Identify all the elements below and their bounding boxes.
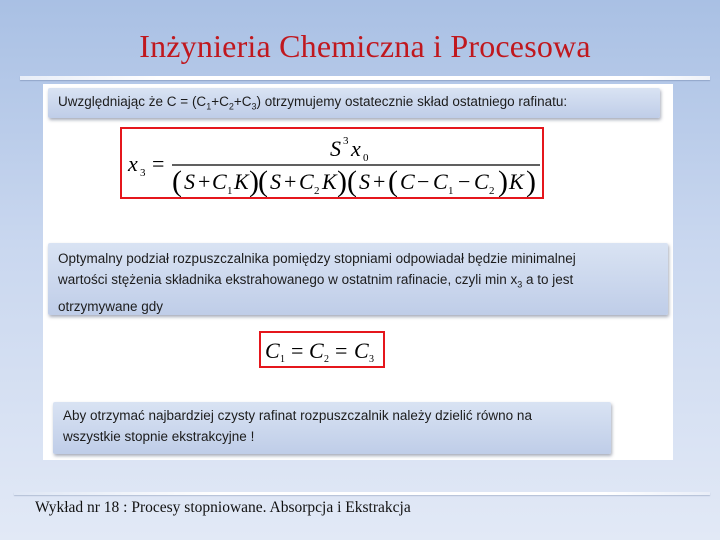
paren-open-4: ( [388,165,398,197]
eq-c2: C [309,338,324,363]
note-intro-sub2: 2 [228,101,234,112]
paren-close-4: ) [498,165,508,197]
paren-open-2: ( [258,165,268,197]
note-conclusion-line1: Aby otrzymać najbardziej czysty rafinat rozpuszczalnik należy dzielić równo na [63,408,532,423]
formula-num-exp: 3 [343,135,349,147]
den-c5-sub: 2 [489,185,495,197]
formula-denominator [172,165,536,197]
note-conclusion [53,402,611,454]
note-optimal-line3: otrzymywane gdy [58,298,164,314]
equality-formula-svg [261,333,383,366]
den-c5: C [474,169,489,194]
note-intro-text2: +C [211,94,229,109]
note-conclusion-line2: wszystkie stopnie ekstrakcyjne ! [63,429,255,444]
note-intro-text: Uwzględniając że C = (C [58,94,207,109]
raffinate-formula [120,127,544,199]
den-s3: S [359,169,370,194]
note-intro-text3: +C [233,94,252,109]
note-optimal-line1: Optymalny podział rozpuszczalnika pomiędzy stopniami odpowiadał będzie minimalnej [58,251,576,266]
eq-sign2: = [335,338,348,363]
den-plus3: + [373,169,386,194]
footer-divider [14,492,710,495]
paren-open-1: ( [172,165,182,197]
den-plus1: + [198,169,211,194]
den-k2: K [322,169,337,194]
eq-c2-sub: 2 [324,354,329,365]
den-c4: C [433,169,448,194]
note-optimal-line2-text: wartości stężenia składnika ekstrahowanego w ostatnim rafinacie, czyli min x [58,272,518,287]
eq-c1-sub: 1 [280,354,285,365]
title-divider [20,76,710,80]
den-c2-sub: 2 [314,185,320,197]
formula-num-s: S [330,136,341,161]
note-intro-text4: ) otrzymujemy ostatecznie skład ostatniego rafinatu: [256,94,568,109]
note-intro [48,88,660,118]
note-intro-sub1: 1 [206,101,212,112]
paren-close-1: ) [249,165,259,197]
eq-c1: C [265,338,280,363]
den-minus2: − [458,169,471,194]
note-optimal-split [48,243,668,315]
den-plus2: + [284,169,297,194]
eq-c3: C [354,338,369,363]
den-minus1: − [417,169,430,194]
formula-num-x: x [351,136,361,161]
eq-sign1: = [291,338,304,363]
eq-c3-sub: 3 [369,354,374,365]
equality-formula [259,331,385,368]
den-c4-sub: 1 [448,185,454,197]
den-k1: K [234,169,249,194]
den-k3: K [509,169,524,194]
note-optimal-line2-sub: 3 [517,279,523,290]
raffinate-formula-svg [122,129,542,197]
paren-close-3: ) [526,165,536,197]
paren-open-3: ( [347,165,357,197]
slide-title: Inżynieria Chemiczna i Procesowa [139,28,591,64]
note-optimal-line2-after: a to jest [522,272,574,287]
den-c1-sub: 1 [227,185,233,197]
formula-equals: = [152,151,165,176]
slide-footer: Wykład nr 18 : Procesy stopniowane. Absorpcja i Ekstrakcja [35,499,411,516]
formula-num-sub: 0 [363,152,369,164]
den-c3: C [400,169,415,194]
note-intro-sub3: 3 [251,101,257,112]
den-s1: S [184,169,195,194]
note-optimal-line2 [58,269,658,296]
den-c2: C [299,169,314,194]
den-c1: C [212,169,227,194]
formula-lhs-sub: 3 [140,167,146,179]
paren-close-2: ) [337,165,347,197]
den-s2: S [270,169,281,194]
formula-lhs: x [128,151,138,176]
